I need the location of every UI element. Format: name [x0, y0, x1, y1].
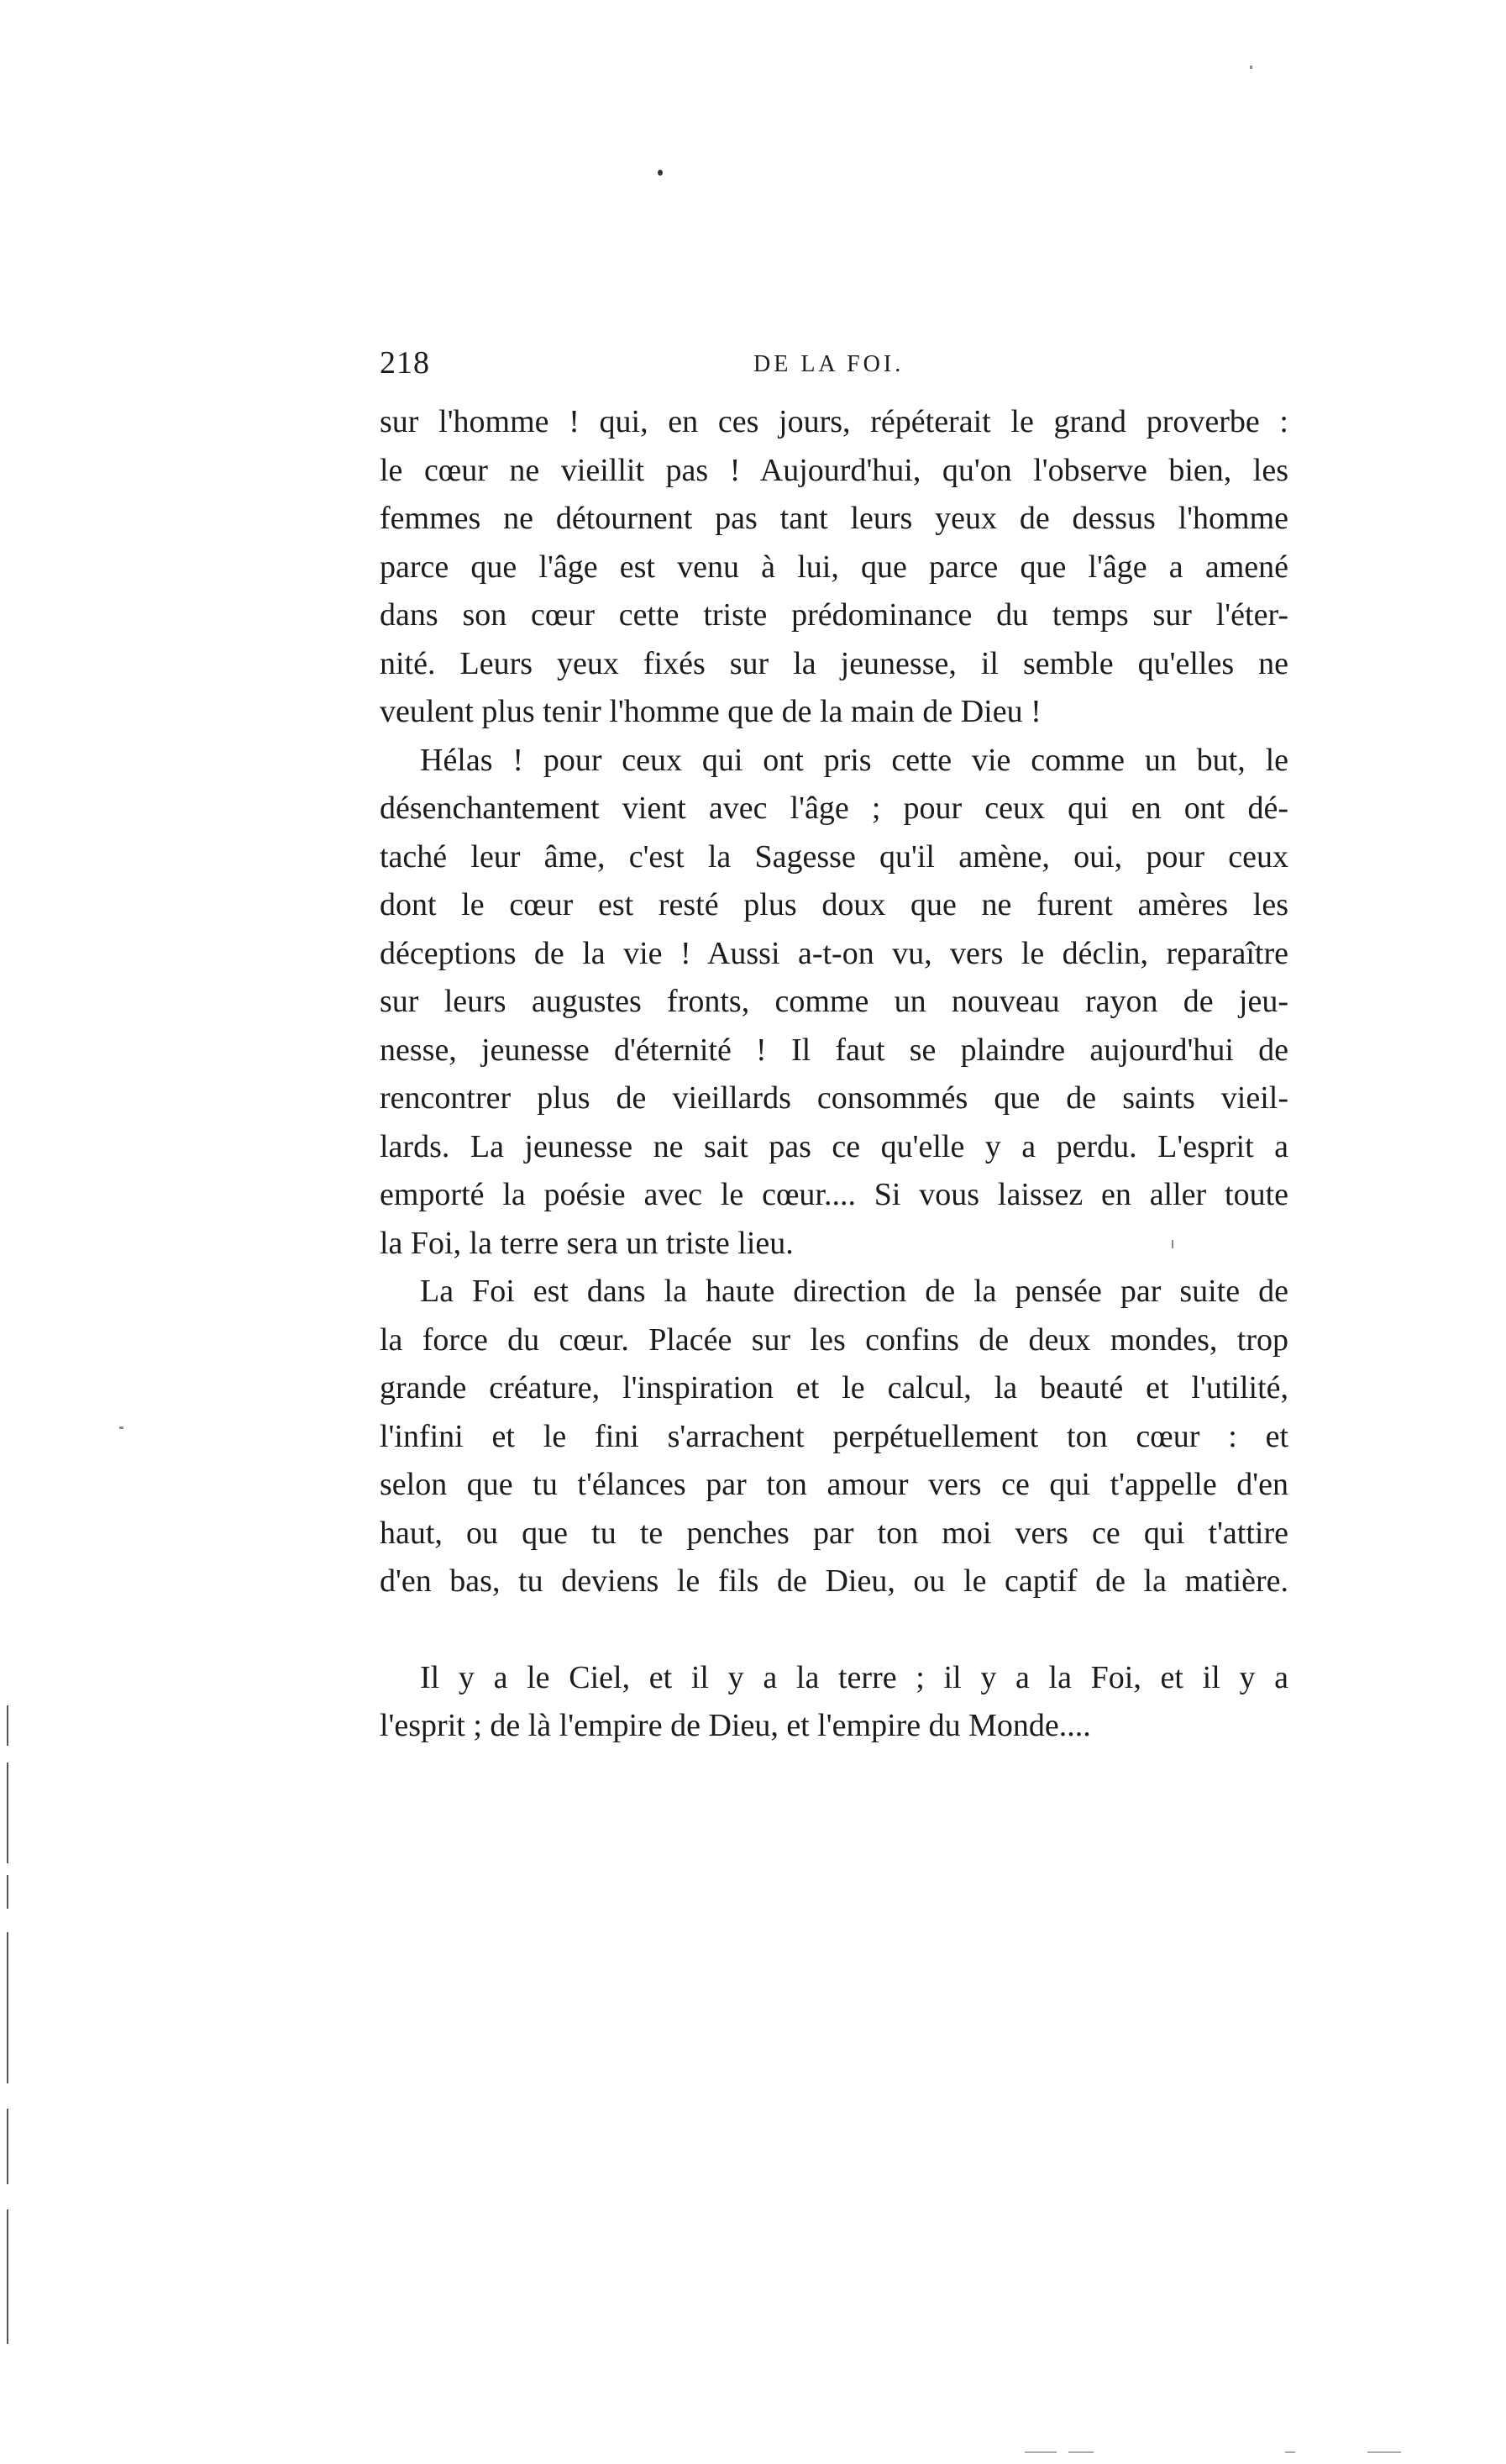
scan-edge-mark — [7, 1875, 8, 1909]
scan-footer-mark — [1025, 2451, 1057, 2453]
scan-edge-mark — [7, 2209, 8, 2344]
text-line: nesse, jeunesse d'éternité ! Il faut se plaindre aujourd'hui de — [380, 1032, 1288, 1068]
text-line: désenchantement vient avec l'âge ; pour ceux qui en ont dé- — [380, 791, 1288, 826]
text-line: femmes ne détournent pas tant leurs yeux de dessus l'homme — [380, 501, 1288, 536]
text-line: Il y a le Ciel, et il y a la terre ; il y a la Foi, et il y a — [420, 1659, 1288, 1695]
paragraph-1 — [380, 398, 1288, 737]
scan-speck — [1250, 66, 1252, 69]
page-header — [380, 344, 1288, 386]
text-line: l'infini et le fini s'arrachent perpétuellement ton cœur : et — [380, 1418, 1288, 1454]
running-head: DE LA FOI. — [753, 351, 905, 377]
text-line: La Foi est dans la haute direction de la pensée par suite de — [420, 1274, 1288, 1309]
scan-footer-mark — [1068, 2451, 1094, 2453]
paragraph-4 — [380, 1654, 1288, 1751]
text-line: emporté la poésie avec le cœur.... Si vous laissez en aller toute — [380, 1177, 1288, 1212]
scan-speck — [119, 1426, 123, 1429]
text-line: dans son cœur cette triste prédominance du temps sur l'éter- — [380, 597, 1288, 633]
page-number: 218 — [380, 345, 430, 381]
scan-edge-mark — [7, 2109, 8, 2184]
text-line: nité. Leurs yeux fixés sur la jeunesse, il semble qu'elles ne — [380, 645, 1288, 681]
text-line: grande créature, l'inspiration et le calcul, la beauté et l'utilité, — [380, 1370, 1288, 1405]
text-line: d'en bas, tu deviens le fils de Dieu, ou le captif de la matière. — [380, 1563, 1288, 1599]
text-line: l'esprit ; de là l'empire de Dieu, et l'empire du Monde.... — [380, 1708, 1091, 1743]
text-line: parce que l'âge est venu à lui, que parce que l'âge a amené — [380, 549, 1288, 585]
text-line: sur l'homme ! qui, en ces jours, répéterait le grand proverbe : — [380, 404, 1288, 439]
scan-footer-mark — [1367, 2451, 1401, 2453]
text-line: sur leurs augustes fronts, comme un nouveau rayon de jeu- — [380, 984, 1288, 1019]
scan-speck — [1172, 1240, 1173, 1248]
text-line: rencontrer plus de vieillards consommés que de saints vieil- — [380, 1080, 1288, 1116]
text-line: haut, ou que tu te penches par ton moi vers ce qui t'attire — [380, 1515, 1288, 1551]
text-line: Hélas ! pour ceux qui ont pris cette vie comme un but, le — [420, 742, 1288, 778]
text-line: taché leur âme, c'est la Sagesse qu'il amène, oui, pour ceux — [380, 838, 1288, 875]
text-line: selon que tu t'élances par ton amour vers ce qui t'appelle d'en — [380, 1467, 1288, 1502]
scan-edge-mark — [7, 1705, 8, 1746]
text-line: veulent plus tenir l'homme que de la main de Dieu ! — [380, 694, 1042, 729]
ink-dot — [658, 170, 663, 176]
scan-edge-mark — [7, 1932, 8, 2083]
text-line: le cœur ne vieillit pas ! Aujourd'hui, qu'on l'observe bien, les — [380, 452, 1288, 488]
paragraph-3 — [380, 1268, 1288, 1606]
scan-footer-mark — [1285, 2451, 1295, 2453]
text-line: dont le cœur est resté plus doux que ne furent amères les — [380, 887, 1288, 922]
scan-edge-mark — [7, 1763, 8, 1863]
text-line: la Foi, la terre sera un triste lieu. — [380, 1225, 794, 1261]
paragraph-2 — [380, 737, 1288, 1269]
text-line: déceptions de la vie ! Aussi a-t-on vu, vers le déclin, reparaître — [380, 935, 1288, 971]
body-text — [380, 398, 1288, 1751]
text-line: lards. La jeunesse ne sait pas ce qu'elle y a perdu. L'esprit a — [380, 1128, 1288, 1164]
text-line: la force du cœur. Placée sur les confins de deux mondes, trop — [380, 1321, 1288, 1358]
